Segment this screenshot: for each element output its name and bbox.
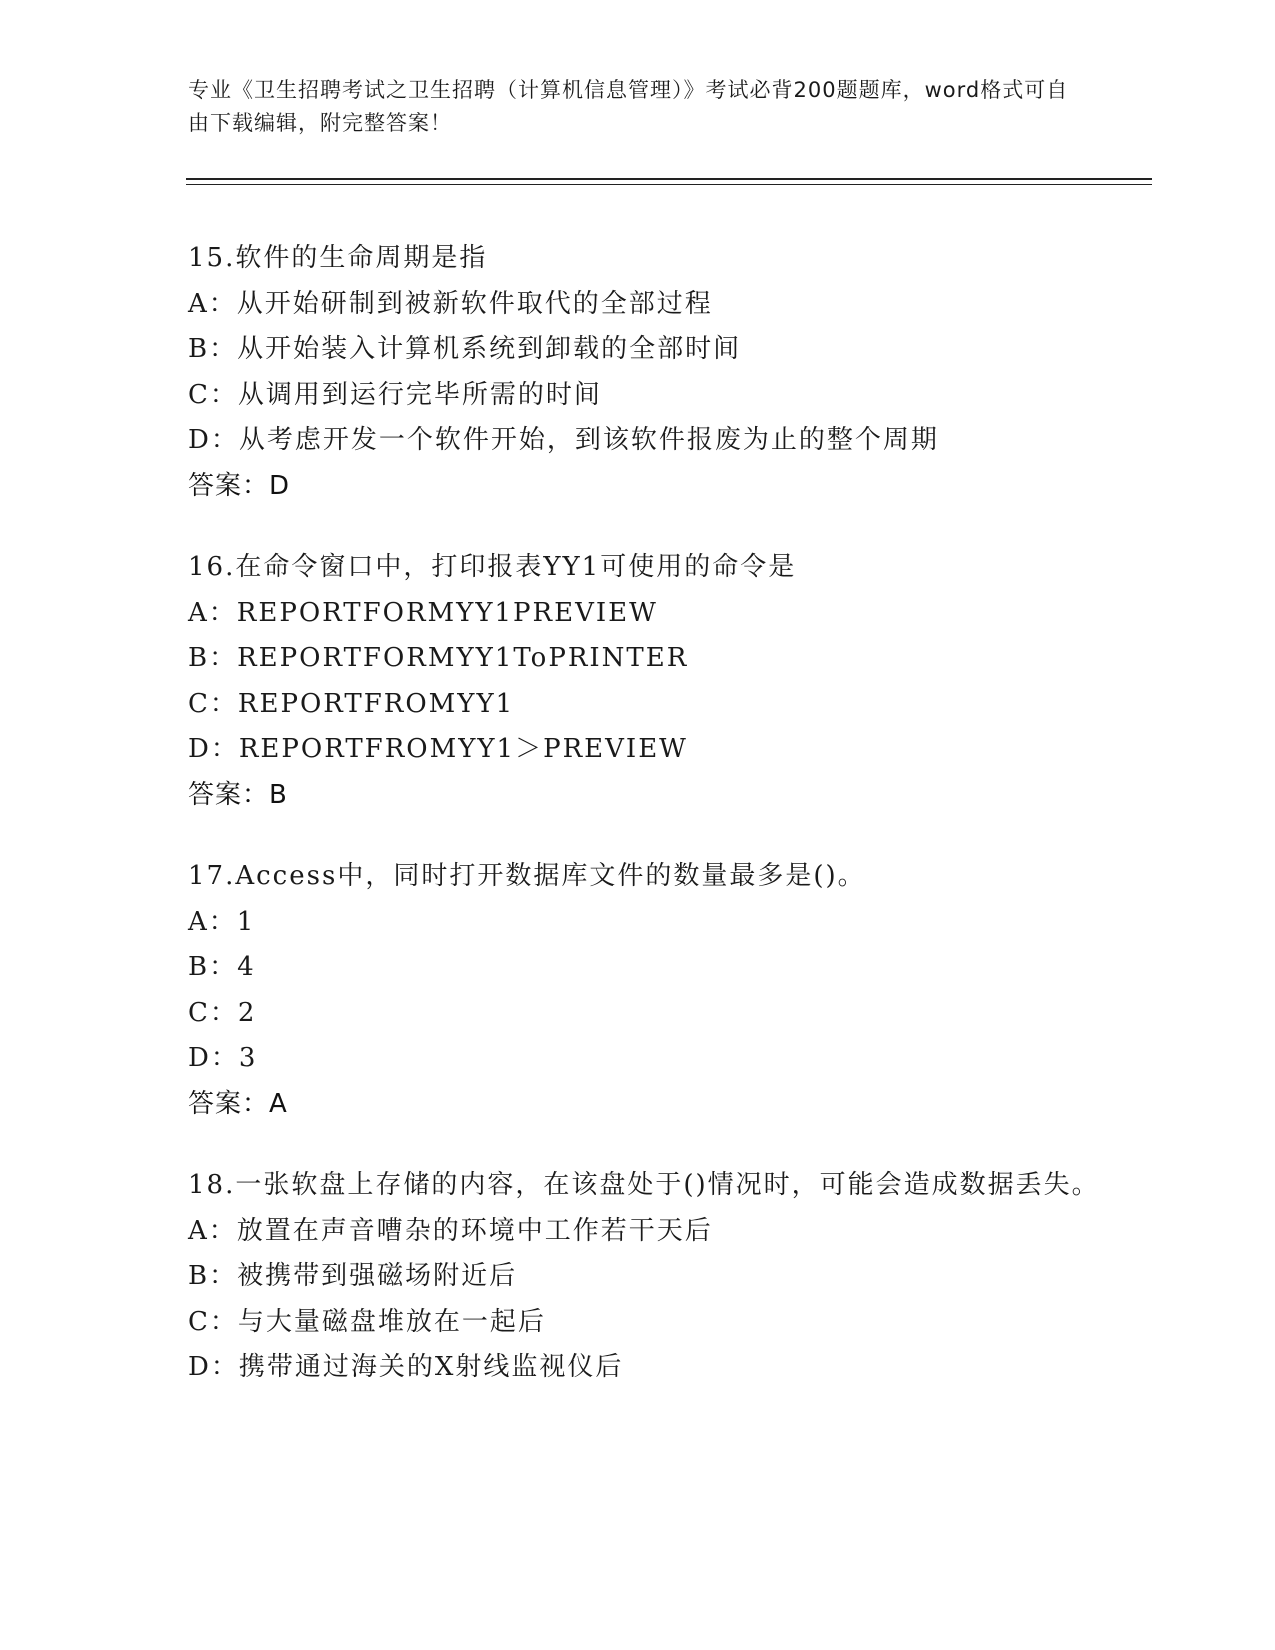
question-15: [188, 236, 1108, 509]
option-d: D：3: [188, 1043, 258, 1073]
option-a: A：放置在声音嘈杂的环境中工作若干天后: [188, 1215, 713, 1246]
option-d: D：从考虑开发一个软件开始，到该软件报废为止的整个周期: [188, 425, 939, 455]
document-header: 专业《卫生招聘考试之卫生招聘（计算机信息管理）》考试必背200题题库，word格式可自由下载编辑，附完整答案！: [188, 78, 1069, 135]
answer-line: 答案：A: [188, 1088, 288, 1119]
question-stem: 17.Access中，同时打开数据库文件的数量最多是()。: [188, 861, 866, 891]
header-rule-bottom: [186, 184, 1152, 185]
question-stem: 18.一张软盘上存储的内容，在该盘处于()情况时，可能会造成数据丢失。: [188, 1170, 1100, 1200]
option-d: D：REPORTFROMYY1＞PREVIEW: [188, 734, 688, 764]
option-a: A：REPORTFORMYY1PREVIEW: [188, 597, 658, 628]
option-b: B：4: [188, 952, 256, 982]
question-list: [188, 236, 1108, 1427]
option-b: B：被携带到强磁场附近后: [188, 1261, 518, 1291]
question-17: [188, 854, 1108, 1127]
option-b: B：REPORTFORMYY1ToPRINTER: [188, 643, 689, 673]
option-a: A：1: [188, 906, 256, 937]
option-c: C：与大量磁盘堆放在一起后: [188, 1306, 546, 1337]
option-c: C：从调用到运行完毕所需的时间: [188, 379, 602, 410]
question-stem: 16.在命令窗口中，打印报表YY1可使用的命令是: [188, 552, 797, 582]
question-stem: 15.软件的生命周期是指: [188, 243, 488, 273]
answer-line: 答案：D: [188, 470, 291, 501]
question-16: [188, 545, 1108, 818]
option-c: C：REPORTFROMYY1: [188, 688, 515, 719]
option-b: B：从开始装入计算机系统到卸载的全部时间: [188, 334, 742, 364]
option-a: A：从开始研制到被新软件取代的全部过程: [188, 288, 713, 319]
header-rule-top: [186, 178, 1152, 180]
answer-line: 答案：B: [188, 779, 288, 810]
option-d: D：携带通过海关的X射线监视仪后: [188, 1352, 624, 1382]
option-c: C：2: [188, 997, 257, 1028]
question-18: [188, 1163, 1108, 1391]
